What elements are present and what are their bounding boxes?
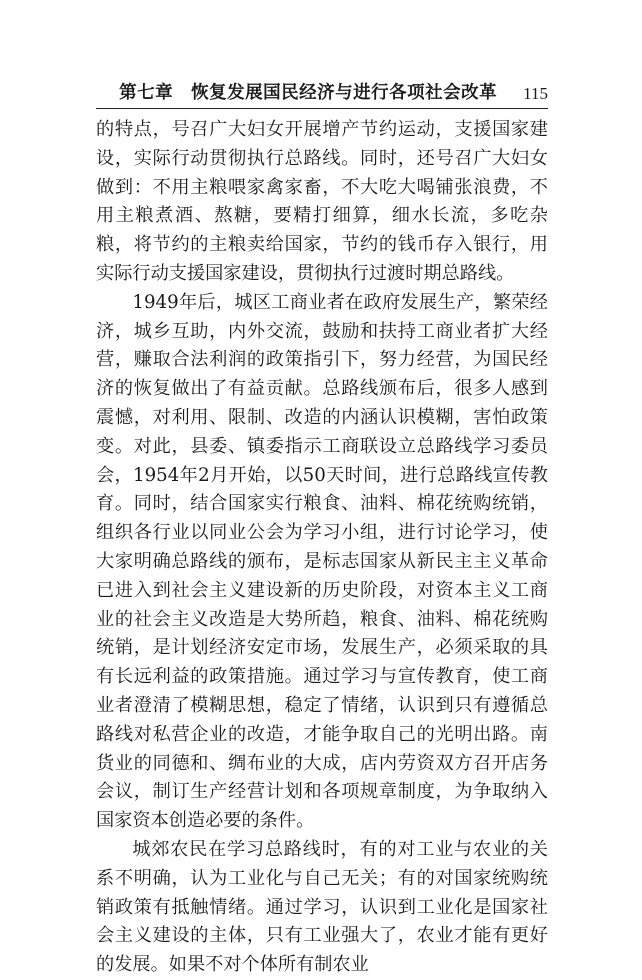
chapter-title: 第七章 恢复发展国民经济与进行各项社会改革 xyxy=(119,83,498,103)
paragraph: 城郊农民在学习总路线时，有的对工业与农业的关系不明确，认为工业化与自己无关；有的对国家统购统销政策有抵触情绪。通过学习，认识到工业化是国家社会主义建设的主体，只有工业强大了，农业才能有更好的发展。如果不对个体所有制农业 xyxy=(96,838,548,976)
page-number: 115 xyxy=(523,84,548,103)
paragraph: 1949年后，城区工商业者在政府发展生产，繁荣经济，城乡互助，内外交流，鼓励和扶持工商业者扩大经营，赚取合法利润的政策指引下，努力经营，为国民经济的恢复做出了有益贡献。总路线颁布后，很多人感到震憾，对利用、限制、改造的内涵认识模糊，害怕政策变。对此，县委、镇委指示工商联设立总路线学习委员会，1954年2月开始，以50天时间，进行总路线宣传教育。同时，结合国家实行粮食、油料、棉花统购统销，组织各行业以同业公会为学习小组，进行讨论学习，使大家明确总路线的颁布，是标志国家从新民主主义革命已进入到社会主义建设新的历史阶段，对资本主义工商业的社会主义改造是大势所趋，粮食、油料、棉花统购统销，是计划经济安定市场，发展生产，必须采取的具有长远利益的政策措施。通过学习与宣传教育，使工商业者澄清了模糊思想，稳定了情绪，认识到只有遵循总路线对私营企业的改造，才能争取自己的光明出路。南货业的同德和、绸布业的大成，店内劳资双方召开店务会议，制订生产经营计划和各项规章制度，为争取纳入国家资本创造必要的条件。 xyxy=(96,291,548,832)
running-header xyxy=(96,80,548,109)
body-text xyxy=(96,116,548,980)
paragraph: 的特点，号召广大妇女开展增产节约运动，支援国家建设，实际行动贯彻执行总路线。同时，还号召广大妇女做到：不用主粮喂家禽家畜，不大吃大喝铺张浪费，不用主粮煮酒、熬糖，要精打细算，细水长流，多吃杂粮，将节约的主粮卖给国家，节约的钱币存入银行，用实际行动支援国家建设，贯彻执行过渡时期总路线。 xyxy=(96,119,548,284)
